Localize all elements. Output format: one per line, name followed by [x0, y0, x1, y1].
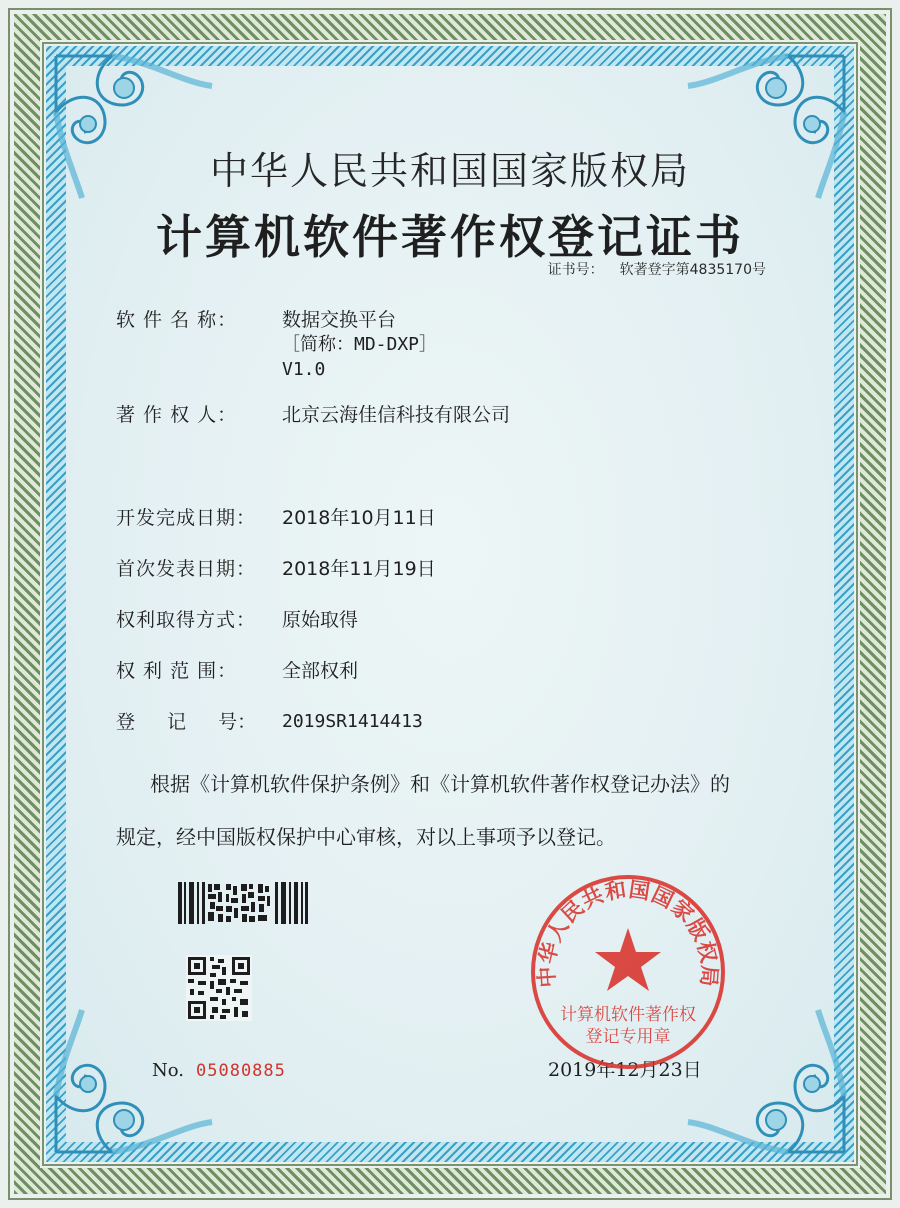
copyright-owner-label: 著 作 权 人： — [116, 404, 238, 426]
seal-outer-text: 中华人民共和国国家版权局 — [533, 876, 723, 989]
issue-date: 2019年12月23日 — [548, 1059, 702, 1081]
software-version: V1.0 — [282, 359, 326, 380]
publication-date-label: 首次发表日期： — [116, 558, 257, 580]
copyright-owner-value: 北京云海佳信科技有限公司 — [282, 404, 511, 426]
seal-inner-line-2: 登记专用章 — [585, 1027, 671, 1047]
publication-date-value: 2018年11月19日 — [282, 558, 436, 580]
seal-inner-line-1: 计算机软件著作权 — [560, 1005, 696, 1025]
issuing-authority: 中华人民共和国国家版权局 — [209, 149, 690, 193]
registration-number-label — [116, 710, 256, 734]
registration-number-label-text: 登 记 号： — [116, 711, 257, 733]
completion-date-value: 2018年10月11日 — [282, 507, 436, 529]
software-short-name: ［简称：MD-DXP］ — [282, 334, 438, 355]
certificate-number — [548, 259, 782, 279]
certificate-number-label: 证书号： — [547, 262, 604, 278]
official-seal — [528, 872, 728, 1072]
rights-scope-value: 全部权利 — [282, 660, 359, 682]
registration-number-value: 2019SR1414413 — [282, 711, 423, 732]
rights-scope-label: 权 利 范 围： — [116, 660, 238, 682]
statement-line-2: 规定，经中国版权保护中心审核，对以上事项予以登记。 — [116, 825, 616, 849]
qr-code-icon — [186, 955, 252, 1021]
serial-number — [152, 1060, 286, 1081]
serial-number-value: 05080885 — [196, 1061, 286, 1081]
acquisition-method-value: 原始取得 — [282, 609, 359, 631]
completion-date-label: 开发完成日期： — [116, 507, 257, 529]
software-name-label: 软 件 名 称： — [116, 309, 238, 331]
barcode-icon — [178, 882, 308, 924]
serial-number-prefix: No. — [152, 1060, 184, 1081]
star-icon — [595, 928, 661, 991]
statement-line-1: 根据《计算机软件保护条例》和《计算机软件著作权登记办法》的 — [150, 772, 730, 796]
corner-ornament-icon — [52, 1006, 222, 1156]
acquisition-method-label: 权利取得方式： — [116, 609, 257, 631]
certificate-number-value: 软著登字第4835170号 — [619, 262, 766, 278]
software-name-value: 数据交换平台 — [282, 309, 397, 331]
certificate-title: 计算机软件著作权登记证书 — [156, 210, 744, 264]
